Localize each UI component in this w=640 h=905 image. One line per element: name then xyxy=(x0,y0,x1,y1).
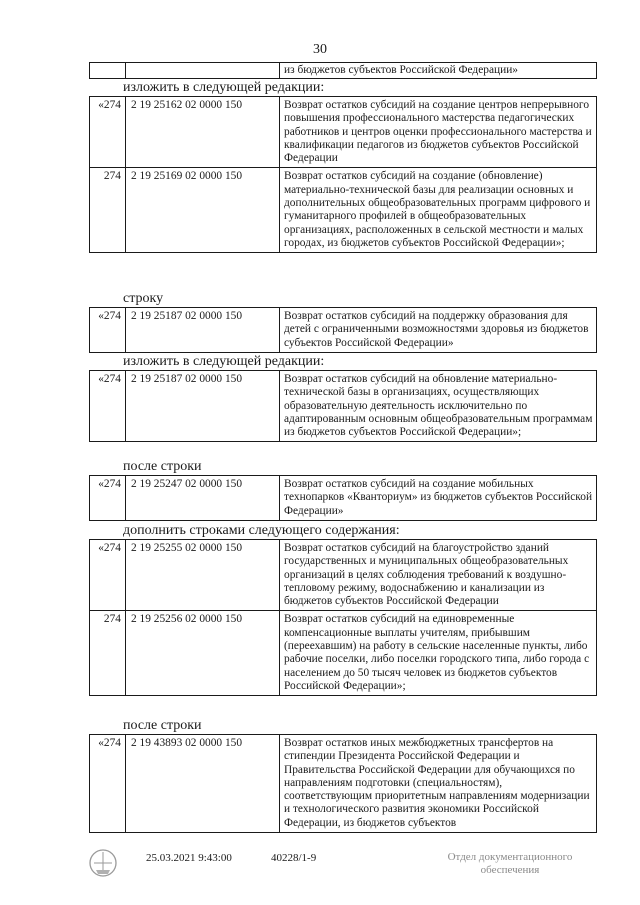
row-description-cell: Возврат остатков субсидий на создание центров непрерывного повышения профессионального мастерства педагогических работников и центров оценки профессионального мастерства и квалификации педагогов из бюджетов субъектов Российской Федерации xyxy=(280,97,597,168)
table-row xyxy=(90,735,597,833)
table-block-1 xyxy=(89,96,597,253)
table-block-5 xyxy=(89,539,597,696)
row-code-cell: 2 19 25187 02 0000 150 xyxy=(126,308,280,353)
row-code-cell: 2 19 25247 02 0000 150 xyxy=(126,476,280,521)
table-row xyxy=(90,97,597,168)
row-number-cell: «274 xyxy=(90,540,126,611)
table-block-6 xyxy=(89,734,597,833)
footer-date: 25.03.2021 9:43:00 xyxy=(146,852,232,864)
page-number: 30 xyxy=(313,42,327,57)
table-block-2 xyxy=(89,307,597,353)
emblem-logo-icon xyxy=(86,846,120,885)
table-row xyxy=(90,540,597,611)
row-description-cell: из бюджетов субъектов Российской Федерации» xyxy=(280,63,597,79)
table-block-4 xyxy=(89,475,597,521)
section-heading: дополнить строками следующего содержания: xyxy=(123,523,400,538)
row-code-cell: 2 19 25162 02 0000 150 xyxy=(126,97,280,168)
row-description-cell: Возврат остатков иных межбюджетных трансфертов на стипендии Президента Российской Федерации и Правительства Российской Федерации для обучающихся по направлениям подготовки (специальностям), соответствующим приоритетным направлениям модернизации и технологического развития экономики Российской Федерации, из бюджетов субъектов xyxy=(280,735,597,833)
row-code-cell: 2 19 25169 02 0000 150 xyxy=(126,168,280,253)
row-number-cell: «274 xyxy=(90,308,126,353)
row-code-cell: 2 19 25256 02 0000 150 xyxy=(126,611,280,696)
section-heading: изложить в следующей редакции: xyxy=(123,354,325,369)
row-description-cell: Возврат остатков субсидий на благоустройство зданий государственных и муниципальных общеобразовательных организаций в целях соблюдения требований к воздушно-тепловому режиму, водоснабжению и канализации из бюджетов субъектов Российской Федерации xyxy=(280,540,597,611)
row-code-cell xyxy=(126,63,280,79)
stamp-line: обеспечения xyxy=(480,864,540,876)
section-heading: после строки xyxy=(123,718,202,733)
section-heading: строку xyxy=(123,291,164,306)
table-row xyxy=(90,611,597,696)
section-heading: изложить в следующей редакции: xyxy=(123,80,325,95)
row-number-cell: 274 xyxy=(90,168,126,253)
table-row xyxy=(90,63,597,79)
section-heading: после строки xyxy=(123,459,202,474)
row-description-cell: Возврат остатков субсидий на создание мобильных технопарков «Кванториум» из бюджетов субъектов Российской Федерации» xyxy=(280,476,597,521)
table-block-3 xyxy=(89,370,597,442)
table-row xyxy=(90,476,597,521)
row-number-cell: 274 xyxy=(90,611,126,696)
row-description-cell: Возврат остатков субсидий на поддержку образования для детей с ограниченными возможностями здоровья из бюджетов субъектов Российской Федерации» xyxy=(280,308,597,353)
stamp-line: Отдел документационного xyxy=(447,851,573,863)
row-number-cell: «274 xyxy=(90,476,126,521)
row-number-cell: «274 xyxy=(90,735,126,833)
row-description-cell: Возврат остатков субсидий на обновление материально-технической базы в организациях, осуществляющих образовательную деятельность исключительно по адаптированным основным общеобразовательным программам из бюджетов субъектов Российской Федерации»; xyxy=(280,371,597,442)
row-description-cell: Возврат остатков субсидий на создание (обновление) материально-технической базы для реализации основных и дополнительных общеобразовательных программ цифрового и гуманитарного профилей в общеобразовательных организациях, расположенных в сельской местности и малых городах, из бюджетов субъектов Российской Федерации»; xyxy=(280,168,597,253)
table-row xyxy=(90,371,597,442)
row-code-cell: 2 19 43893 02 0000 150 xyxy=(126,735,280,833)
office-stamp xyxy=(420,851,600,877)
row-code-cell: 2 19 25187 02 0000 150 xyxy=(126,371,280,442)
footer-doc-id: 40228/1-9 xyxy=(271,852,317,864)
row-description-cell: Возврат остатков субсидий на единовременные компенсационные выплаты учителям, прибывшим (переехавшим) на работу в сельские населенные пункты, либо рабочие поселки, либо поселки городского типа, либо города с населением до 50 тысяч человек из бюджетов субъектов Российской Федерации»; xyxy=(280,611,597,696)
row-number-cell: «274 xyxy=(90,97,126,168)
table-block-0 xyxy=(89,62,597,79)
row-code-cell: 2 19 25255 02 0000 150 xyxy=(126,540,280,611)
row-number-cell: «274 xyxy=(90,371,126,442)
row-number-cell xyxy=(90,63,126,79)
table-row xyxy=(90,308,597,353)
table-row xyxy=(90,168,597,253)
